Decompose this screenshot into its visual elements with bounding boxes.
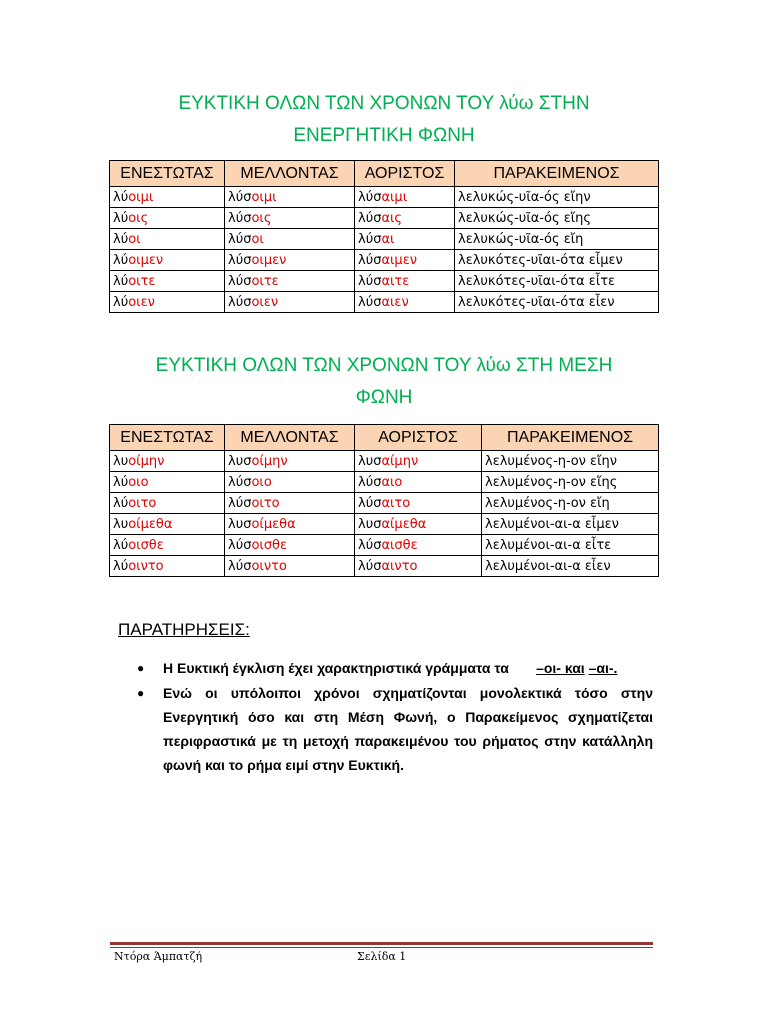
verb-ending: αι [381,231,395,247]
verb-stem: λύσ [358,537,382,553]
table-cell [482,514,659,535]
verb-ending: αιμι [381,189,408,205]
header-aorist: ΑΟΡΙΣΤΟΣ [355,161,455,187]
verb-ending: αιο [381,474,403,490]
table-row [110,250,659,271]
verb-ending: οιτο [128,495,157,511]
verb-stem: λύσ [228,558,252,574]
header-perfect: ΠΑΡΑΚΕΙΜΕΝΟΣ [455,161,659,187]
verb-stem: λύ [113,273,129,289]
section1-title-line1: ΕΥΚΤΙΚΗ ΟΛΩΝ ΤΩΝ ΧΡΟΝΩΝ ΤΟΥ λύω ΣΤΗΝ [178,93,590,114]
table-row [110,292,659,313]
table-cell [455,229,659,250]
table-cell [355,493,482,514]
footer-rule-thin [110,947,653,948]
verb-ending: οιτε [128,273,156,289]
verb-stem: λύσ [358,210,382,226]
table-cell [482,493,659,514]
header-future: ΜΕΛΛΟΝΤΑΣ [225,161,355,187]
verb-stem: λύ [113,558,129,574]
table-cell [110,514,225,535]
verb-stem: λελυμένος-η-ον εἴην [485,453,617,469]
verb-stem: λύσ [358,189,382,205]
observation-item [137,681,653,777]
verb-stem: λελυμένος-η-ον εἴη [485,495,610,511]
verb-stem: λύσ [358,231,382,247]
table-cell [482,556,659,577]
table-cell [355,514,482,535]
section1-title [0,88,768,152]
table-cell [455,292,659,313]
section2-title-line2: ΦΩΝΗ [355,387,413,408]
verb-ending: οι [128,231,141,247]
verb-stem: λύ [113,495,129,511]
header-present: ΕΝΕΣΤΩΤΑΣ [110,425,225,451]
verb-stem: λύσ [228,231,252,247]
table-cell [455,250,659,271]
table-cell [355,292,455,313]
verb-ending: οίμην [128,453,165,469]
verb-ending: οισθε [128,537,164,553]
table-cell [455,208,659,229]
verb-stem: λελυμένοι-αι-α εἶτε [485,537,612,553]
verb-stem: λύσ [228,252,252,268]
verb-stem: λύ [113,537,129,553]
verb-stem: λελυκότες-υῖαι-ότα εἶτε [458,273,616,289]
verb-stem: λύσ [228,495,252,511]
verb-stem: λύσ [228,189,252,205]
verb-stem: λελυκότες-υῖαι-ότα εἶμεν [458,252,623,268]
verb-stem: λύσ [358,558,382,574]
table-row [110,514,659,535]
section2-title [0,350,768,414]
verb-stem: λύσ [358,474,382,490]
verb-stem: λύσ [358,252,382,268]
table-cell [355,451,482,472]
table-cell [455,187,659,208]
verb-stem: λύ [113,252,129,268]
verb-stem: λύσ [228,537,252,553]
verb-ending: οις [128,210,149,226]
verb-ending: οίμεθα [128,516,173,532]
table-cell [355,556,482,577]
header-perfect: ΠΑΡΑΚΕΙΜΕΝΟΣ [482,425,659,451]
table-cell [110,271,225,292]
table-cell [110,451,225,472]
active-voice-table [109,160,659,313]
table-cell [110,250,225,271]
verb-stem: λύσ [228,294,252,310]
table-cell [225,187,355,208]
verb-ending: αιτε [381,273,410,289]
verb-ending: οιμι [128,189,154,205]
verb-ending: αιμεν [381,252,417,268]
verb-stem: λυσ [228,516,252,532]
table-cell [225,292,355,313]
table-row [110,451,659,472]
observation-text: Η Ευκτική έγκλιση έχει χαρακτηριστικά γράμματα τα [163,660,509,676]
table-header-row [110,161,659,187]
verb-ending: οιο [128,474,149,490]
table-cell [355,229,455,250]
table-cell [225,535,355,556]
verb-stem: λελυκώς-υῖα-ός εἴη [458,231,584,247]
table-row [110,535,659,556]
table-cell [482,472,659,493]
verb-stem: λυ [113,453,129,469]
verb-stem: λυσ [228,453,252,469]
verb-ending: οιεν [128,294,155,310]
verb-ending: οιντο [128,558,164,574]
footer-page-number: Σελίδα 1 [357,950,407,963]
table-row [110,472,659,493]
section1-title-line2: ΕΝΕΡΓΗΤΙΚΗ ΦΩΝΗ [293,125,475,146]
verb-stem: λυ [113,516,129,532]
verb-stem: λύσ [358,495,382,511]
table-cell [355,472,482,493]
marker-ai: –αι-. [588,660,618,676]
verb-ending: αιεν [381,294,409,310]
header-present: ΕΝΕΣΤΩΤΑΣ [110,161,225,187]
verb-ending: οιτε [251,273,279,289]
footer-rule [110,942,653,945]
observation-text: Ενώ οι υπόλοιποι χρόνοι σχηματίζονται μονολεκτικά τόσο στην Ενεργητική όσο και στη Μέση Φωνή, ο Παρακείμενος σχηματίζεται περιφραστικά με τη μετοχή παρακειμένου του ρήματος στην κατάλληλη φωνή και το ρήμα ειμί στην Ευκτική. [163,685,653,773]
verb-ending: οισθε [251,537,288,553]
verb-ending: οιμι [251,189,277,205]
table-cell [225,493,355,514]
verb-ending: οιεν [251,294,279,310]
table-cell [225,208,355,229]
table-row [110,271,659,292]
verb-ending: οιτο [251,495,280,511]
verb-stem: λελυκώς-υῖα-ός εἴης [458,210,591,226]
table-cell [355,250,455,271]
verb-stem: λελυκότες-υῖαι-ότα εἶεν [458,294,615,310]
table-cell [355,271,455,292]
verb-stem: λύ [113,474,129,490]
verb-stem: λελυμένοι-αι-α εἶεν [485,558,611,574]
table-row [110,493,659,514]
table-cell [225,472,355,493]
verb-ending: οιο [251,474,272,490]
table-cell [455,271,659,292]
verb-stem: λύ [113,231,129,247]
header-aorist: ΑΟΡΙΣΤΟΣ [355,425,482,451]
table-cell [110,208,225,229]
section2-title-line1: ΕΥΚΤΙΚΗ ΟΛΩΝ ΤΩΝ ΧΡΟΝΩΝ ΤΟΥ λύω ΣΤΗ ΜΕΣΗ [155,355,613,376]
header-future: ΜΕΛΛΟΝΤΑΣ [225,425,355,451]
verb-ending: οίμην [251,453,288,469]
table-cell [355,535,482,556]
verb-stem: λύ [113,189,129,205]
observations-list [137,656,653,778]
table-cell [110,472,225,493]
observations-title: ΠΑΡΑΤΗΡΗΣΕΙΣ: [118,620,250,639]
verb-stem: λελυκώς-υῖα-ός εἴην [458,189,591,205]
verb-stem: λυσ [358,453,382,469]
verb-ending: αισθε [381,537,418,553]
table-cell [225,514,355,535]
table-row [110,187,659,208]
table-cell [225,250,355,271]
table-cell [110,292,225,313]
verb-stem: λύσ [228,210,252,226]
bullet-icon: ● [137,661,145,675]
verb-ending: οιντο [251,558,287,574]
verb-ending: αιτο [381,495,411,511]
table-row [110,208,659,229]
table-cell [225,451,355,472]
verb-stem: λύσ [358,294,382,310]
verb-ending: αις [381,210,403,226]
verb-stem: λύ [113,294,129,310]
verb-ending: αίμην [381,453,419,469]
table-cell [225,271,355,292]
table-cell [355,208,455,229]
table-header-row [110,425,659,451]
bullet-icon: ● [137,686,145,700]
table-cell [225,556,355,577]
table-row [110,229,659,250]
verb-stem: λύσ [358,273,382,289]
table-cell [482,451,659,472]
table-cell [482,535,659,556]
footer-author: Ντόρα Άμπατζή [114,950,203,963]
verb-ending: οίμεθα [251,516,296,532]
verb-ending: οιμεν [128,252,164,268]
table-cell [110,229,225,250]
observation-item [137,656,653,680]
verb-stem: λελυμένοι-αι-α εἶμεν [485,516,619,532]
verb-ending: οις [251,210,272,226]
table-cell [110,493,225,514]
verb-stem: λύσ [228,474,252,490]
table-cell [110,556,225,577]
verb-stem: λυσ [358,516,382,532]
middle-voice-table [109,424,659,577]
marker-oi: –οι- και [536,660,585,676]
verb-stem: λύ [113,210,129,226]
table-cell [225,229,355,250]
verb-stem: λελυμένος-η-ον εἴης [485,474,618,490]
verb-ending: αιντο [381,558,418,574]
verb-ending: οι [251,231,264,247]
table-cell [355,187,455,208]
table-cell [110,187,225,208]
table-cell [110,535,225,556]
verb-stem: λύσ [228,273,252,289]
verb-ending: οιμεν [251,252,287,268]
verb-ending: αίμεθα [381,516,427,532]
table-row [110,556,659,577]
